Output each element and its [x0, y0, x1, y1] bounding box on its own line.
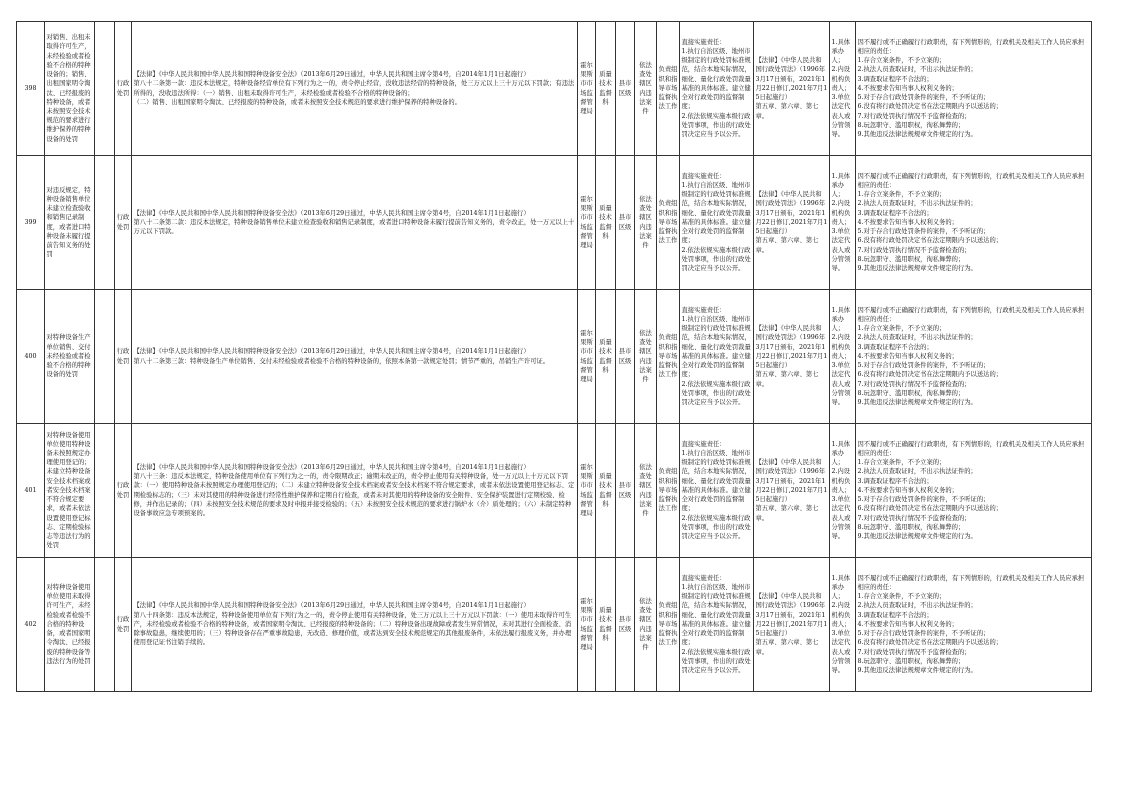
text-line: 3.单位法定代表人或分管领导。: [831, 94, 851, 138]
table-row: [17, 290, 1092, 424]
text-line: 2.内设机构负责人；: [831, 66, 851, 92]
level-cell: 县市区级: [616, 156, 635, 290]
text-line: 1.具体承办人；: [831, 574, 851, 601]
row-number: 401: [17, 424, 45, 558]
text-line: 2.依法依规实施本级行政处罚事项，作出的行政处罚决定应当予以公开。: [681, 380, 751, 406]
text-line: 第五章、第六章、第七章。: [755, 639, 819, 656]
text-line: 第五章、第六章、第七章。: [755, 371, 819, 388]
table-row: [17, 558, 1092, 692]
responsibility-cell: [680, 156, 754, 290]
text-line: 第八十二条第二款：违反本法规定，特种设备销售单位未建立检查验收和销售记录制度，或者进口特种设备未履行提前告知义务的，责令改正，处一万元以上十万元以下罚款。: [133, 218, 575, 236]
text-line: 【法律】《中华人民共和国行政处罚法》（1996年3月17日颁布，2021年1月22日修订,2021年7月15日起施行）: [755, 459, 828, 504]
text-line: 1.存合立案条件，不予立案的；: [857, 191, 946, 199]
responsibility-cell: [680, 424, 754, 558]
responsible-persons-cell: [830, 156, 856, 290]
text-line: 第五章、第六章、第七章。: [755, 505, 819, 522]
text-line: 2.依法依规实施本级行政处罚事项，作出的行政处罚决定应当予以公开。: [681, 112, 751, 138]
text-line: 7.对行政处罚执行情况不予监督检查的；: [857, 514, 971, 522]
department-cell: 质量技术监督科: [596, 424, 616, 558]
row-number: 399: [17, 156, 45, 290]
responsibility-cell: [680, 22, 754, 156]
table-row: [17, 424, 1092, 558]
accountability-cell: [856, 290, 1092, 424]
empty-cell: [95, 290, 115, 424]
text-line: 3.单位法定代表人或分管领导。: [831, 228, 851, 272]
table-row: [17, 22, 1092, 156]
text-line: 第八十二条第三款：特种设备生产单位销售、交付未经检验或者检验不合格的特种设备的，依照本条第一款规定处罚；情节严重的，吊销生产许可证。: [133, 357, 550, 365]
accountability-cell: [856, 558, 1092, 692]
text-line: 因不履行或不正确履行行政职责，有下列情形的，行政机关及相关工作人员应承担相应的责任：: [857, 306, 1085, 324]
text-line: 2.内设机构负责人；: [831, 602, 851, 628]
row-number: 398: [17, 22, 45, 156]
text-line: 3.单位法定代表人或分管领导。: [831, 630, 851, 674]
text-line: 【法律】《中华人民共和国中华人民共和国特种设备安全法》（2013年6月29日通过，中华人民共和国主席令第4号，自2014年1月1日起施行）: [133, 602, 530, 610]
text-line: 1.存合立案条件，不予立案的；: [857, 57, 946, 65]
text-line: 直接实施责任：: [681, 172, 726, 180]
text-line: 5.对于存合行政处罚条件的案件，不予听证的；: [857, 362, 990, 370]
responsible-persons-cell: [830, 22, 856, 156]
text-line: 2.依法依规实施本级行政处罚事项，作出的行政处罚决定应当予以公开。: [681, 648, 751, 674]
accountability-cell: [856, 156, 1092, 290]
internal-role-cell: 负责组织和指导市场监督执法工作: [657, 22, 680, 156]
level-cell: 县市区级: [616, 424, 635, 558]
text-line: 4.不按要求告知当事人权利义务的；: [857, 486, 958, 494]
text-line: 2.执法人员查取证时，不出示执法证件的；: [857, 66, 977, 74]
text-line: 3.调查取证程序不合法的；: [857, 75, 933, 83]
item-type-cell: 行政处罚: [115, 558, 132, 692]
text-line: 直接实施责任：: [681, 440, 726, 448]
text-line: 2.依法依规实施本级行政处罚事项，作出的行政处罚决定应当予以公开。: [681, 246, 751, 272]
internal-role-cell: 负责组织和指导市场监督执法工作: [657, 156, 680, 290]
text-line: 7.对行政处罚执行情况不予监督检查的；: [857, 112, 971, 120]
text-line: 1.执行自治区级、地州市级制定的行政处罚标准规范，结合本地实际情况，细化、量化行政处罚裁量基准的具体标准。建立健全对行政处罚的监督制度；: [681, 316, 751, 379]
text-line: 直接实施责任：: [681, 38, 726, 46]
text-line: 9.其他违反法律法规规章文件规定的行为。: [857, 532, 977, 540]
text-line: 3.调查取证程序不合法的；: [857, 209, 933, 217]
text-line: 2.内设机构负责人；: [831, 468, 851, 494]
text-line: 第八十二条第一款：违反本法规定，特种设备经营单位有下列行为之一的，责令停止经营，没收违法经营的特种设备，处三万元以上三十万元以下罚款；有违法所得的，没收违法所得：（一）销售、出租未取得许可生产，未经检验或者检验不合格的特种设备的；: [133, 80, 575, 97]
legal-basis-cell: [132, 22, 578, 156]
text-line: 9.其他违反法律法规规章文件规定的行为。: [857, 398, 977, 406]
text-line: 【法律】《中华人民共和国行政处罚法》（1996年3月17日颁布，2021年1月22日修订,2021年7月15日起施行）: [755, 191, 828, 236]
item-name-cell: 对销售、出租未取得许可生产，未经检验或者检验不合格的特种设备的；销售、出租国家明令淘汰、已经报废的特种设备，或者未按照安全技术规范的要求进行维护保养的特种设备的处罚: [45, 22, 95, 156]
row-number: 400: [17, 290, 45, 424]
text-line: 2.执法人员查取证时，不出示执法证件的；: [857, 200, 977, 208]
implementing-body-cell: 霍尔果斯市市场监督管理局: [578, 558, 596, 692]
duty-scope-cell: 依法查处辖区内违法案件: [635, 156, 657, 290]
text-line: 1.存合立案条件，不予立案的；: [857, 593, 946, 601]
procedure-law-cell: [754, 156, 830, 290]
table-row: [17, 156, 1092, 290]
empty-cell: [95, 558, 115, 692]
penalty-table: [16, 21, 1092, 692]
item-type-cell: 行政处罚: [115, 156, 132, 290]
text-line: 8.玩忽职守、滥用职权，徇私舞弊的；: [857, 657, 965, 665]
text-line: 第八十四条第：违反本法规定，特种设备使用单位有下列行为之一的，责令停止使用有关特种设备，处三万元以上三十万元以下罚款：（一）使用未取得许可生产，未经检验或者检验不合格的特种设备，或者国家明令淘汰、已经报废的特种设备的；（二）特种设备出现故障或者发生异常情况，未对其进行全面检查、消除事故隐患，继续使用的；（三）特种设备存在严重事故隐患，无改造、修理价值，或者达到安全技术规范规定的其他报废条件，未依法履行报废义务，并办理使用登记证书注销手续的。: [133, 611, 572, 647]
department-cell: 质量技术监督科: [596, 156, 616, 290]
text-line: 8.玩忽职守、滥用职权，徇私舞弊的；: [857, 255, 965, 263]
text-line: 1.具体承办人；: [831, 306, 851, 333]
internal-role-cell: 负责组织和指导市场监督执法工作: [657, 290, 680, 424]
row-number: 402: [17, 558, 45, 692]
text-line: 因不履行或不正确履行行政职责，有下列情形的，行政机关及相关工作人员应承担相应的责任：: [857, 172, 1085, 190]
legal-basis-cell: [132, 558, 578, 692]
responsible-persons-cell: [830, 290, 856, 424]
text-line: 直接实施责任：: [681, 574, 726, 582]
item-name-cell: 对违反规定，特种设备销售单位未建立检查验收和销售记录制度，或者进口特种设备未履行提前告知义务的处罚: [45, 156, 95, 290]
procedure-law-cell: [754, 558, 830, 692]
text-line: 7.对行政处罚执行情况不予监督检查的；: [857, 648, 971, 656]
text-line: 第五章、第六章、第七章。: [755, 237, 819, 254]
text-line: 9.其他违反法律法规规章文件规定的行为。: [857, 264, 977, 272]
implementing-body-cell: 霍尔果斯市市场监督管理局: [578, 22, 596, 156]
text-line: 1.执行自治区级、地州市级制定的行政处罚标准规范，结合本地实际情况，细化、量化行政处罚裁量基准的具体标准。建立健全对行政处罚的监督制度；: [681, 48, 751, 111]
text-line: 2.内设机构负责人；: [831, 200, 851, 226]
item-type-cell: 行政处罚: [115, 22, 132, 156]
responsibility-cell: [680, 558, 754, 692]
text-line: 8.玩忽职守、滥用职权，徇私舞弊的；: [857, 523, 965, 531]
text-line: 【法律】《中华人民共和国行政处罚法》（1996年3月17日颁布，2021年1月22日修订,2021年7月15日起施行）: [755, 593, 828, 638]
accountability-cell: [856, 22, 1092, 156]
text-line: 【法律】《中华人民共和国行政处罚法》（1996年3月17日颁布，2021年1月22日修订,2021年7月15日起施行）: [755, 57, 828, 102]
implementing-body-cell: 霍尔果斯市市场监督管理局: [578, 156, 596, 290]
responsible-persons-cell: [830, 558, 856, 692]
text-line: 3.调查取证程序不合法的；: [857, 611, 933, 619]
text-line: 1.存合立案条件，不予立案的；: [857, 325, 946, 333]
text-line: 1.执行自治区级、地州市级制定的行政处罚标准规范，结合本地实际情况，细化、量化行政处罚裁量基准的具体标准。建立健全对行政处罚的监督制度；: [681, 584, 751, 647]
department-cell: 质量技术监督科: [596, 558, 616, 692]
text-line: 因不履行或不正确履行行政职责，有下列情形的，行政机关及相关工作人员应承担相应的责任：: [857, 38, 1085, 56]
text-line: 5.对于存合行政处罚条件的案件，不予听证的；: [857, 496, 990, 504]
text-line: （二）销售、出租国家明令淘汰、已经报废的特种设备，或者未按照安全技术规范的要求进行维护保养的特种设备的。: [133, 98, 461, 106]
empty-cell: [95, 22, 115, 156]
text-line: 直接实施责任：: [681, 306, 726, 314]
text-line: 8.玩忽职守、滥用职权，徇私舞弊的；: [857, 389, 965, 397]
duty-scope-cell: 依法查处辖区内违法案件: [635, 424, 657, 558]
text-line: 7.对行政处罚执行情况不予监督检查的；: [857, 380, 971, 388]
text-line: 9.其他违反法律法规规章文件规定的行为。: [857, 130, 977, 138]
text-line: 【法律】《中华人民共和国行政处罚法》（1996年3月17日颁布，2021年1月22日修订,2021年7月15日起施行）: [755, 325, 828, 370]
item-name-cell: 对特种设备使用单位使用未取得许可生产，未经检验或者检验不合格的特种设备，或者国家明令淘汰、已经报废的特种设备等违法行为的处罚: [45, 558, 95, 692]
item-name-cell: 对特种设备生产单位销售、交付未经检验或者检验不合格的特种设备的处罚: [45, 290, 95, 424]
text-line: 【法律】《中华人民共和国中华人民共和国特种设备安全法》（2013年6月29日通过，中华人民共和国主席令第4号，自2014年1月1日起施行）: [133, 348, 530, 356]
internal-role-cell: 负责组织和指导市场监督执法工作: [657, 558, 680, 692]
text-line: 2.执法人员查取证时，不出示执法证件的；: [857, 468, 977, 476]
text-line: 6.没有将行政处罚决定书在法定期限内予以送达的；: [857, 371, 1003, 379]
text-line: 2.依法依规实施本级行政处罚事项，作出的行政处罚决定应当予以公开。: [681, 514, 751, 540]
text-line: 5.对于存合行政处罚条件的案件，不予听证的；: [857, 630, 990, 638]
text-line: 1.执行自治区级、地州市级制定的行政处罚标准规范，结合本地实际情况，细化、量化行政处罚裁量基准的具体标准。建立健全对行政处罚的监督制度；: [681, 182, 751, 245]
text-line: 3.单位法定代表人或分管领导。: [831, 496, 851, 540]
level-cell: 县市区级: [616, 22, 635, 156]
text-line: 4.不按要求告知当事人权利义务的；: [857, 352, 958, 360]
duty-scope-cell: 依法查处辖区内违法案件: [635, 22, 657, 156]
legal-basis-cell: [132, 290, 578, 424]
text-line: 第五章、第六章、第七章。: [755, 103, 819, 120]
level-cell: 县市区级: [616, 558, 635, 692]
text-line: 1.具体承办人；: [831, 440, 851, 467]
department-cell: 质量技术监督科: [596, 22, 616, 156]
text-line: 因不履行或不正确履行行政职责，有下列情形的，行政机关及相关工作人员应承担相应的责任：: [857, 440, 1085, 458]
text-line: 2.内设机构负责人；: [831, 334, 851, 360]
responsibility-cell: [680, 290, 754, 424]
text-line: 【法律】《中华人民共和国中华人民共和国特种设备安全法》（2013年6月29日通过，中华人民共和国主席令第4号，自2014年1月1日起施行）: [133, 463, 530, 471]
text-line: 【法律】《中华人民共和国中华人民共和国特种设备安全法》（2013年6月29日通过，中华人民共和国主席令第4号，自2014年1月1日起施行）: [133, 209, 530, 217]
text-line: 2.执法人员查取证时，不出示执法证件的；: [857, 602, 977, 610]
text-line: 因不履行或不正确履行行政职责，有下列情形的，行政机关及相关工作人员应承担相应的责任：: [857, 574, 1085, 592]
procedure-law-cell: [754, 424, 830, 558]
procedure-law-cell: [754, 290, 830, 424]
item-type-cell: 行政处罚: [115, 290, 132, 424]
text-line: 1.具体承办人；: [831, 38, 851, 65]
implementing-body-cell: 霍尔果斯市市场监督管理局: [578, 424, 596, 558]
empty-cell: [95, 156, 115, 290]
responsible-persons-cell: [830, 424, 856, 558]
text-line: 1.存合立案条件，不予立案的；: [857, 459, 946, 467]
text-line: 5.对于存合行政处罚条件的案件，不予听证的；: [857, 94, 990, 102]
text-line: 8.玩忽职守、滥用职权，徇私舞弊的；: [857, 121, 965, 129]
department-cell: 质量技术监督科: [596, 290, 616, 424]
implementing-body-cell: 霍尔果斯市市场监督管理局: [578, 290, 596, 424]
item-type-cell: 行政处罚: [115, 424, 132, 558]
text-line: 4.不按要求告知当事人权利义务的；: [857, 620, 958, 628]
text-line: 1.执行自治区级、地州市级制定的行政处罚标准规范，结合本地实际情况，细化、量化行政处罚裁量基准的具体标准。建立健全对行政处罚的监督制度；: [681, 450, 751, 513]
text-line: 9.其他违反法律法规规章文件规定的行为。: [857, 666, 977, 674]
accountability-cell: [856, 424, 1092, 558]
text-line: 6.没有将行政处罚决定书在法定期限内予以送达的；: [857, 505, 1003, 513]
table-body: [17, 22, 1092, 692]
level-cell: 县市区级: [616, 290, 635, 424]
text-line: 3.调查取证程序不合法的；: [857, 477, 933, 485]
duty-scope-cell: 依法查处辖区内违法案件: [635, 290, 657, 424]
text-line: 第八十三条：违反本法规定，特种设备使用单位有下列行为之一的，责令限期改正；逾期未改正的，责令停止使用有关特种设备，处一万元以上十万元以下罚款：（一）使用特种设备未按照规定办理使用登记的；（二）未建立特种设备安全技术档案或者安全技术档案不符合规定要求，或者未依法设置使用登记标志、定期检验标志的；（三）未对其使用的特种设备进行经常性维护保养和定期自行检查，或者未对其使用的特种设备的安全附件、安全保护装置进行定期校验、检修，并作出记录的；（四）未按照安全技术规范的要求及时申报并接受检验的；（五）未按照安全技术规范的要求进行锅炉水（介）质处理的；（六）未制定特种设备事故应急专项预案的。: [133, 473, 575, 517]
procedure-law-cell: [754, 22, 830, 156]
text-line: 2.执法人员查取证时，不出示执法证件的；: [857, 334, 977, 342]
text-line: 4.不按要求告知当事人权利义务的；: [857, 84, 958, 92]
internal-role-cell: 负责组织和指导市场监督执法工作: [657, 424, 680, 558]
duty-scope-cell: 依法查处辖区内违法案件: [635, 558, 657, 692]
text-line: 4.不按要求告知当事人权利义务的；: [857, 218, 958, 226]
text-line: 3.调查取证程序不合法的；: [857, 343, 933, 351]
text-line: 7.对行政处罚执行情况不予监督检查的；: [857, 246, 971, 254]
text-line: 3.单位法定代表人或分管领导。: [831, 362, 851, 406]
text-line: 6.没有将行政处罚决定书在法定期限内予以送达的；: [857, 237, 1003, 245]
legal-basis-cell: [132, 424, 578, 558]
empty-cell: [95, 424, 115, 558]
text-line: 1.具体承办人；: [831, 172, 851, 199]
legal-basis-cell: [132, 156, 578, 290]
text-line: 6.没有将行政处罚决定书在法定期限内予以送达的；: [857, 103, 1003, 111]
text-line: 5.对于存合行政处罚条件的案件，不予听证的；: [857, 228, 990, 236]
text-line: 6.没有将行政处罚决定书在法定期限内予以送达的；: [857, 639, 1003, 647]
text-line: 【法律】《中华人民共和国中华人民共和国特种设备安全法》（2013年6月29日通过，中华人民共和国主席令第4号，自2014年1月1日起施行）: [133, 71, 530, 79]
item-name-cell: 对特种设备使用单位使用特种设备未按照规定办理使用登记的；未建立特种设备安全技术档案或者安全技术档案不符合规定要求，或者未依法设置使用登记标志、定期检验标志等违法行为的处罚: [45, 424, 95, 558]
